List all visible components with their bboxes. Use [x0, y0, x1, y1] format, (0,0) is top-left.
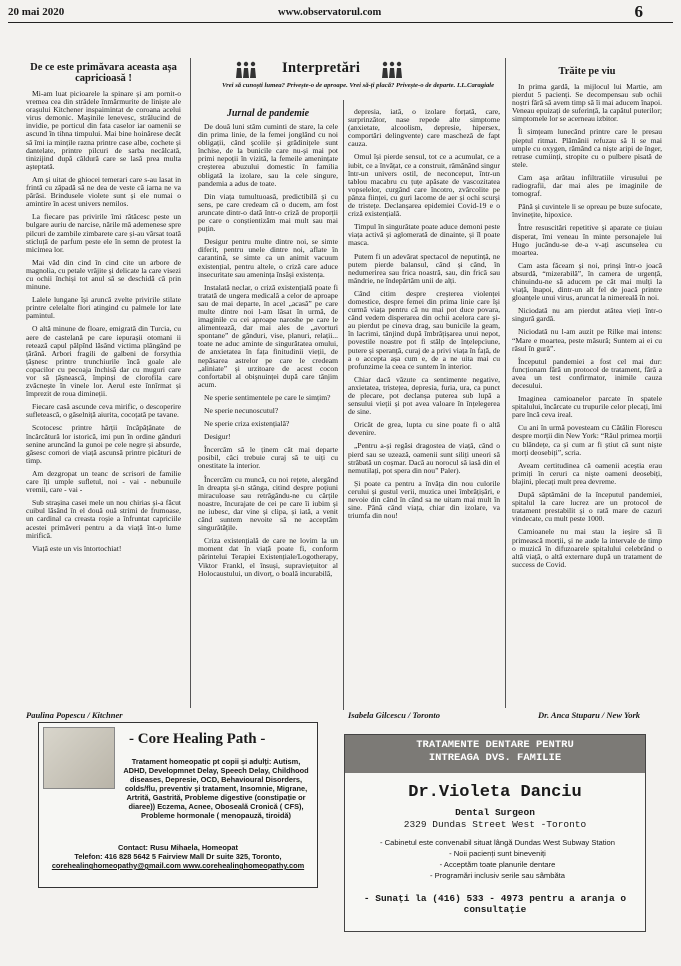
paragraph: Din viața tumultuoasă, predictibilă și cu sens, pe care credeam că o ducem, am fost aruncate dintr-o dată într-o criză de proporții pe care o conștientizăm mai mult sau mai puțin.: [198, 191, 338, 234]
banner-line: TRATAMENTE DENTARE PENTRU: [416, 739, 574, 751]
paragraph: Niciodată nu am pierdut atâtea vieți într-o singură gardă.: [512, 306, 662, 324]
bullet-item: - Noii pacienți sunt bineveniți: [449, 849, 546, 858]
call-to-action: - Sunați la (416) 533 - 4973 pentru a aranja o consultație: [363, 893, 627, 915]
article-title: De ce este primăvara aceasta așa capricioasă !: [30, 62, 177, 84]
paragraph: Omul își pierde sensul, tot ce a acumulat, ce a iubit, ce a învățat, ce a construit, rămânând singur într-un univers ostil, de neconceput, într-un tablou macabru cu țuțe apăsate de vascozitatea vopselelor, curgând care încotro, zvârcolite pe pânza ființei, cu guri lacome de aer și ochi scurși de tristețe. Declanșarea epidemiei Covid-19 e o criză existențială.: [348, 152, 500, 219]
remedies-photo: [43, 727, 115, 789]
paragraph: Mai văd din cind în cind cite un arbore de magnolia, cu petale vrăjite și delicate la care visezi cu ochii închiși tot anul să se deschidă că prin minune.: [26, 257, 181, 292]
ad-bullets: [355, 837, 640, 881]
column-divider: [343, 100, 344, 710]
bullet-item: - Acceptăm toate planurile dentare: [439, 860, 556, 869]
column-divider: [190, 58, 191, 708]
column-divider: [505, 58, 506, 708]
article-traite: [512, 66, 662, 702]
bullet-item: - Programări inclusiv serile sau sâmbăta: [429, 871, 566, 880]
author-signature: Isabela Gilcescu / Toronto: [348, 710, 441, 720]
paragraph: Mi-am luat picioarele la spinare și am pornit-o vremea cea din strădele înmărmurite de liniște ale orașului Kitchener inspaimintat de coroana acelui virus demonic. Mașinile lenevesc, strălucind de invidie, pe porticul din fata caselor iar oamenii se ascund în tihna timpului. Mai bine hoinărese decât să îmi ia mințile razna printre case albe, cochete și dantelate, printre pilcuri de sarba necălcată, tinizijind după căldură care se lasă prea multa așteptată.: [26, 89, 181, 171]
paragraph: Viață este un vis întortochiat!: [32, 543, 122, 553]
page-header: [8, 2, 673, 22]
banner-line: INTREAGA DVS. FAMILIE: [428, 752, 562, 764]
paragraph: Scotocesc printre hărții încăpățânate de încărcătură lor istorică, imi pun în ordine gânduri senine aruncând la gunoi pe cele negre și absurde, găsesc comori de viață ascunsă printre picături de timp.: [26, 423, 181, 465]
paragraph: De două luni stăm cuminti de stare, la cele din prima linie, de la femei jonglând cu noi obligații, când școlile și grădinițele sunt închise, de la bunicile care nu-și mai pot primi nepoții în vizită, la femeile amenințate creșterea abuzului domestic în familia obligată la izolare, sau la cele singure, pandemia a adus de toate.: [198, 122, 338, 188]
site-url[interactable]: www.observatorul.com: [278, 7, 382, 18]
article-jurnal-continued: [348, 108, 500, 708]
article-title: Trăite pe viu: [558, 66, 616, 77]
contact-phone: Telefon: 416 828 5642 5 Fairview Mall Dr suite 325, Toronto,: [74, 852, 282, 861]
paragraph: Imaginea camioanelor parcate în spatele spitalului, încărcate cu trupurile celor plecați, îmi pare încă ceva ireal.: [512, 394, 662, 420]
paragraph: Niciodată nu l-am auzit pe Rilke mai intens: “Mare e moartea, peste măsură; Suntem ai ei cu râsul în gură”.: [512, 327, 662, 353]
people-icon: [380, 61, 404, 79]
author-signature: Paulina Popescu / Kitchner: [26, 710, 123, 720]
quote-text: Vrei să cunoști lumea? Privește-o de aproape. Vrei să-ți placă? Privește-o de departe.: [222, 82, 456, 89]
paragraph: Sub strașina casei mele un nou chirias și-a făcut cuibul lăsând în el două ouă strimi de frumoase, un cardinal ca creasta roșie a înfruntat capriciile acestei primăveri pentru a da viață înt-o lume mirifică.: [26, 498, 181, 540]
paragraph: Putem fi un adevărat spectacol de neputință, ne putem pierde balansul, când și când, în nedumerirea sau frica noastră, sau, din frică sau mândrie, ne îndepărtăm unii de alți.: [348, 251, 500, 285]
paragraph: Când citim despre creșterea violenței domestice, despre femei din prima linie care își curmă viața pentru că nu mai pot duce povara, când vedem disperarea din ochii acelora care și-au pierdut pe cineva drag, sau bunicile la geam, în lacrimi, tânjind după îmbrățișarea unui nepot, povestile noastre pot fi stâlp de înțelepciune, putere și speranță, curaj de a privi viața în față, de a o accepta așa cum e, de a ne uita mai cu profunzime la ceea ce suntem în interior.: [348, 288, 500, 371]
paragraph: Criza existențială de care ne lovim la un moment dat în viață poate fi, conform părintelui Terapiei Existențiale/Logotherapy, Viktor Frankl, el însuși, supraviețuitor al Holocaustului, un divorț, o boală incurabilă,: [198, 536, 338, 578]
section-title: Interpretări: [282, 60, 361, 76]
paragraph: O altă minune de floare, emigrată din Turcia, cu aere de castelană pe care iepurașii otomani ii retează capul pâlpînd lăsând victima plângând pe țărână. Arbori fragili de galbeni de forsythia țâșnesc printre trunchiurile încă goale ale copacilor cu pecoaja închisă dar cu muguri care vor să țâșnească, împinși de clorofila care zvâcnește în vinele lor. Aerul este înnîrmat și împrezit de roua dimineții.: [26, 324, 181, 399]
paragraph: Fiecare casă ascunde ceva mirific, o descoperire sufletească, o găselniță aiurita, cocoțată pe tavane.: [26, 402, 181, 420]
paragraph: Între resuscitări repetitive și aparate ce țiuiau disperat, îmi veneau în minte personajele lui Hugo jucându-se de-a v-ați ascunselea cu moartea.: [512, 223, 662, 257]
issue-date: 20 mai 2020: [8, 6, 65, 18]
paragraph: Cam așa arătau infiltratiile virusului pe radiografii, dar mai ales pe imaginile de tomograf.: [512, 172, 662, 199]
article-jurnal: [198, 108, 338, 714]
section-banner: [222, 58, 495, 102]
quote-author: I.L.Caragiale: [456, 82, 495, 89]
paragraph: Ne sperie criza existențială?: [204, 419, 290, 429]
people-icon: [234, 61, 258, 79]
author-signature: Dr. Anca Stuparu / New York: [538, 710, 641, 720]
paragraph: La fiecare pas privirile îmi rătăcesc peste un bulgare auriu de narcise, nările mă ademenese spre pilcuri de zambile zimbarete care și-au vărsat toată sticluță de parfum peste ele în semn de protest la micimea lor.: [26, 212, 181, 254]
paragraph: Am dezgropat un teanc de scrisori de familie care îți umple sufletul, noi - vai - nebunuile vremii, care - vai -: [26, 468, 181, 495]
paragraph: „Pentru a-și regăsi dragostea de viață, când o pierd sau se uzează, oamenii sunt siliți uneori să străbată un coșmar. Dacă au norocul să iasă din el nemutilați, pot spera din nou” Paler).: [348, 441, 500, 475]
ad-title: - Core Healing Path -: [129, 731, 266, 747]
page-number: 6: [634, 2, 643, 21]
paragraph: Ne sperie sentimentele pe care le simțim?: [204, 392, 331, 402]
ad-contact: [39, 843, 317, 870]
paragraph: Îi simțeam lunecând printre care le presau pieptul ritmat. Plămânii refuzau să li se mai umple cu oxygen, rămând ca niște aripi de înger, retrase cumiinți, stropite cu o pulbere pisată de stele.: [512, 127, 662, 169]
paragraph: Oricât de grea, lupta cu sine poate fi o altă devenire.: [348, 420, 500, 438]
ad-services: Tratament homeopatic pt copii și adulți: Autism, ADHD, Developmnet Delay, Speech Delay, Childhood diseases, Depresie, OCD, Behavioural Disorders, colds/flu, preventiv și tratament, Insomnie, Migrane, Artrită, Gastrită, Probleme digestive (constipație or diaree)) Eczema, Acnee, Oboseală Cronică ( CFS), Probleme hormonale ( menopauză, tiroidă): [123, 757, 309, 820]
header-rule: [8, 22, 673, 23]
homeopathy-ad[interactable]: [38, 722, 318, 888]
article-primavara: [26, 62, 181, 702]
paragraph: Cam asta făceam și noi, prinși într-o joacă absurdă, “mizerabilă”, în camera de urgență, chinuindu-ne să aducem pe cât mai mulți la viață, înapoi, dintr-un alt fel de joacă printre gloanțele unui virus, aruncat la nimereală în noi.: [512, 260, 662, 303]
paragraph: Camioanele nu mai stau la ieșire să îi primească morții, și ne aude la intervale de timp o muzică în difuzoarele spitalului celebrând o altă viață, o altă externare după un tratament de success de Covid.: [512, 527, 662, 569]
ad-banner: [345, 735, 645, 773]
paragraph: Încercăm cu muncă, cu noi rețete, alergând în dreapta și-n stânga, citind despre poțiuni miraculoase sau retrăgându-ne cu cărțile noastre, încurajate de cei pe care îi iubim și ne iubesc, dar vine și clipa, și iată, a venit când suntem nevoite să ne acceptăm singurătățile.: [198, 474, 338, 533]
paragraph: După săptămâni de la începutul pandemiei, spitalul la care lucrez are un protocol de tratament prestabilit și o rată mare de cazuri vindecate, cu mult peste 1000.: [512, 490, 662, 524]
bullet-item: - Cabinetul este convenabil situat lângă Dundas West Subway Station: [380, 838, 615, 847]
article-title: Jurnal de pandemie: [226, 108, 310, 119]
paragraph: Lalele lungane își aruncă zvelte privirile stilate printre celelalte flori atingind cu palmele lor late pamintul.: [26, 295, 181, 321]
paragraph: Cu ani în urmă povesteam cu Cătălin Florescu despre morții din New York: “Răul primea morții cu blândețe, ca și cum ar fi știut că sunt niște morți deosebiți”, scria.: [512, 423, 662, 457]
section-tagline: [222, 82, 495, 89]
paragraph: Până și cuvintele li se opreau pe buze sufocate, învinețite, hipoxice.: [512, 202, 662, 220]
dental-ad[interactable]: [344, 734, 646, 932]
paragraph: Timpul în singurătate poate aduce demoni peste viața activă și aglomerată de dinainte, și îl poate masca.: [348, 222, 500, 248]
clinic-address: 2329 Dundas Street West -Toronto: [403, 819, 587, 830]
paragraph: Aveam certitudinea că oamenii aceștia erau primiți în ceruri ca niște oameni deosebiți, blajini, plecați mult prea devreme.: [512, 460, 662, 486]
paragraph: Instalată neclar, o criză existențială poate fi tratată de ungera medicală a celor de aproape sau de mai departe, în acel „acasă” pe care multe dintre noi l-am lăsat în urmă, de imaginile cu cei aproape naroshe pe care le alimentează, dar mai ales de „avorturi spontane” de gânduri, vise, planuri, relații... toate ne aduc aminte de singurătatea omului, de anxietatea în fața finitudinii vieții, de nepăsarea astrelor pe care le credeam „aliniate” și urzitoare de acest cocon confortabil al obișnuinței după care tânjim acum.: [198, 282, 338, 389]
doctor-role: Dental Surgeon: [455, 807, 535, 818]
contact-web[interactable]: corehealinghomeopathy@gmail.com www.corehealinghomeopathy.com: [51, 861, 305, 870]
paragraph: Încercăm să le ținem cât mai departe posibil, căci trebuie curaj să te uiți cu onestitate la interior.: [198, 445, 338, 471]
paragraph: Începutul pandemiei a fost cel mai dur: funcționam fără un protocol de tratament, fără a avea un test confirmator, inimile cauza decesului.: [512, 356, 662, 390]
paragraph: Chiar dacă văzute ca sentimente negative, anxietatea, tristețea, depresia, furia, ura, ca punct de plecare, pot declanșa puterea sub lupă a sensului vieții și pot avea valoare în înțelegerea de sine.: [348, 374, 500, 417]
paragraph: Am și uitat de ghiocei temerari care s-au lasat in frintă cu zăpadă să ne dea de veste că iarna ne va părăsi. Brindusele violete sunt și ele numai o amintire în acest univers nemilos.: [26, 174, 181, 209]
paragraph: Ne sperie necunoscutul?: [204, 406, 279, 415]
doctor-name: Dr.Violeta Danciu: [408, 783, 582, 802]
paragraph: Desigur!: [204, 432, 231, 442]
paragraph: depresia, iată, o izolare forțată, care, surprinzător, nase repede alte simptome (anxietate, alcoolism, depresie, hipersex, comportări delingvente) care mascheză de fapt cauza.: [348, 108, 500, 149]
paragraph: Desigur pentru multe dintre noi, se simte diferit, pentru unele dintre noi, aflate în carantină, se simte ca un animit vacuum existențial, pentru altele, o criză care aduce insecuritate sau amenința însăși existența.: [198, 237, 338, 279]
paragraph: In prima gardă, la mijlocul lui Martie, am pierdut 5 pacienți. Se decompensau sub ochii noștri fără să avem timp să îi mai aducem înapoi. Veneau epuizați de suferință, la capătul puterilor; simptomele lor se acerneau izbitor.: [512, 82, 662, 124]
paragraph: Și poate ca pentru a învăța din nou culorile cerului și gustul verii, muzica unei îmbrățișări, e nevoie din când în când sa ne uitam mai mult în sine. Până când viața, chiar din izolare, va triumfa din nou!: [348, 478, 500, 521]
contact-name: Contact: Rusu Mihaela, Homeopat: [118, 843, 238, 852]
